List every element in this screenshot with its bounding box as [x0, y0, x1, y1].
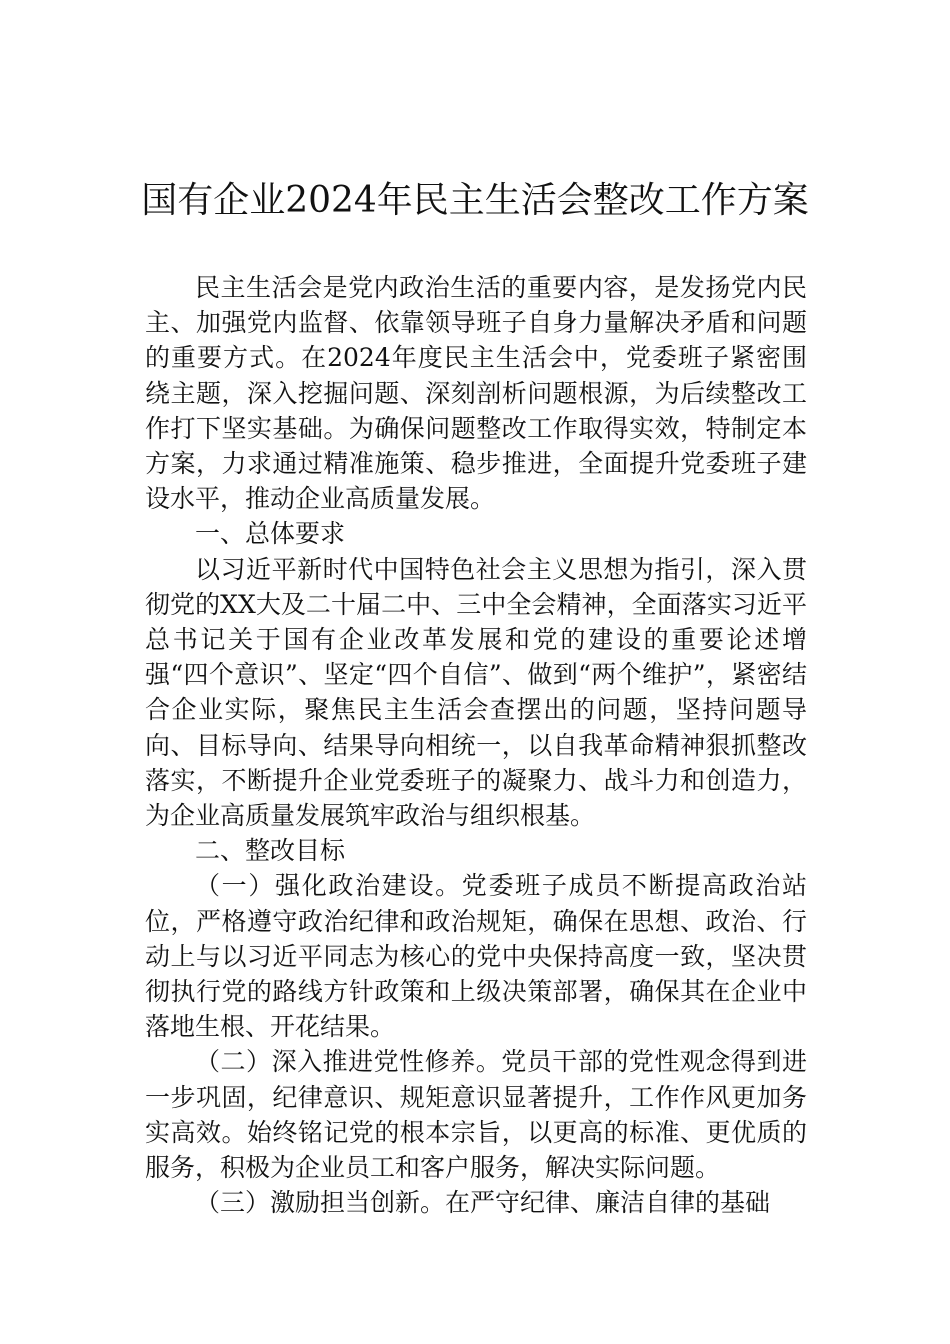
general-requirements-paragraph: 以习近平新时代中国特色社会主义思想为指引，深入贯彻党的XX大及二十届二中、三中全会精神，全面落实习近平总书记关于国有企业改革发展和党的建设的重要论述增强“四个意识”、坚定“四个自信”、做到“两个维护”，紧密结合企业实际，聚焦民主生活会查摆出的问题，坚持问题导向、目标导向、结果导向相统一，以自我革命精神狠抓整改落实，不断提升企业党委班子的凝聚力、战斗力和创造力，为企业高质量发展筑牢政治与组织根基。 — [145, 554, 807, 831]
section-heading-general-requirements: 一、总体要求 — [195, 519, 346, 549]
goal-item-political-building: （一）强化政治建设。党委班子成员不断提高政治站位，严格遵守政治纪律和政治规矩，确保在思想、政治、行动上与以习近平同志为核心的党中央保持高度一致，坚决贯彻执行党的路线方针政策和上级决策部署，确保其在企业中落地生根、开花结果。 — [145, 871, 807, 1042]
goal-item-innovation: （三）激励担当创新。在严守纪律、廉洁自律的基础 — [195, 1188, 771, 1218]
section-heading-rectification-goals: 二、整改目标 — [195, 836, 346, 866]
document-body — [145, 270, 807, 1220]
intro-paragraph: 民主生活会是党内政治生活的重要内容，是发扬党内民主、加强党内监督、依靠领导班子自身力量解决矛盾和问题的重要方式。在2024年度民主生活会中，党委班子紧密围绕主题，深入挖掘问题、深刻剖析问题根源，为后续整改工作打下坚实基础。为确保问题整改工作取得实效，特制定本方案，力求通过精准施策、稳步推进，全面提升党委班子建设水平，推动企业高质量发展。 — [145, 273, 807, 514]
document-title: 国有企业2024年民主生活会整改工作方案 — [141, 180, 809, 221]
goal-item-party-spirit: （二）深入推进党性修养。党员干部的党性观念得到进一步巩固，纪律意识、规矩意识显著提升，工作作风更加务实高效。始终铭记党的根本宗旨，以更高的标准、更优质的服务，积极为企业员工和客户服务，解决实际问题。 — [145, 1047, 807, 1183]
